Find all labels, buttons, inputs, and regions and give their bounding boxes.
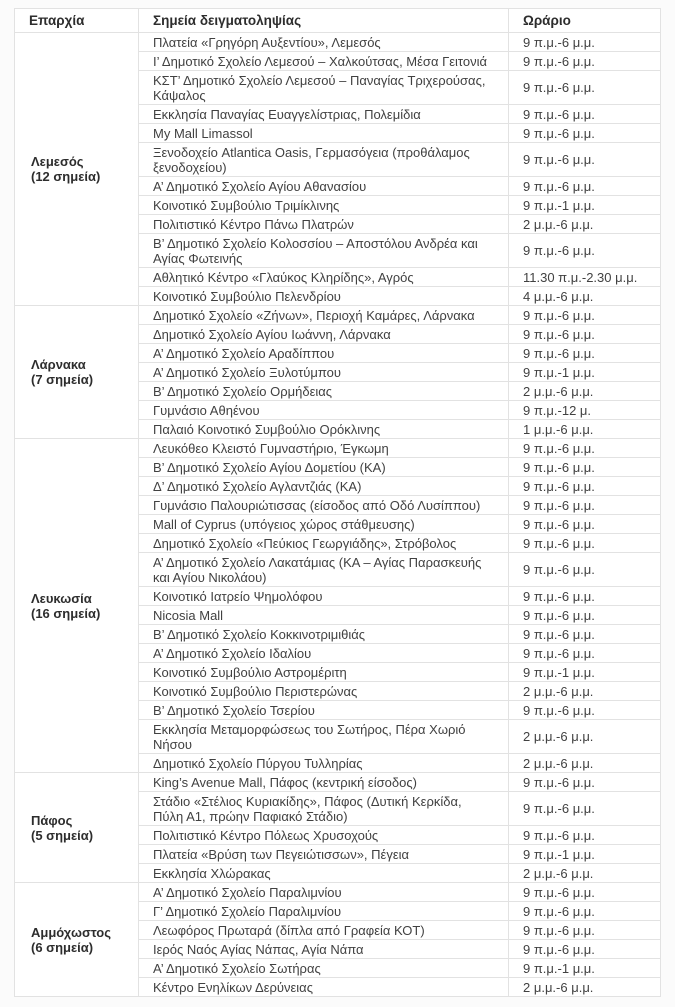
hours-cell: 9 π.μ.-1 μ.μ. [509,363,661,382]
site-cell: Α’ Δημοτικό Σχολείο Ιδαλίου [139,644,509,663]
site-cell: King’s Avenue Mall, Πάφος (κεντρική είσοδος) [139,773,509,792]
table-row [15,439,661,458]
hours-cell: 9 π.μ.-6 μ.μ. [509,515,661,534]
hours-cell: 11.30 π.μ.-2.30 μ.μ. [509,268,661,287]
site-cell: Πολιτιστικό Κέντρο Πόλεως Χρυσοχούς [139,826,509,845]
site-cell: Εκκλησία Χλώρακας [139,864,509,883]
province-cell [15,439,139,773]
province-cell [15,883,139,997]
site-cell: Αθλητικό Κέντρο «Γλαύκος Κληρίδης», Αγρός [139,268,509,287]
site-cell: Nicosia Mall [139,606,509,625]
province-count: (7 σημεία) [31,372,94,387]
site-cell: Δημοτικό Σχολείο Αγίου Ιωάννη, Λάρνακα [139,325,509,344]
hours-cell: 9 π.μ.-6 μ.μ. [509,773,661,792]
province-count: (6 σημεία) [31,939,94,955]
hours-cell: 1 μ.μ.-6 μ.μ. [509,420,661,439]
site-cell: Β’ Δημοτικό Σχολείο Ορμήδειας [139,382,509,401]
hours-cell: 2 μ.μ.-6 μ.μ. [509,864,661,883]
site-cell: Α’ Δημοτικό Σχολείο Παραλιμνίου [139,883,509,902]
table-header [15,9,661,33]
hours-cell: 9 π.μ.-6 μ.μ. [509,439,661,458]
table-row [15,306,661,325]
site-cell: Δημοτικό Σχολείο «Ζήνων», Περιοχή Καμάρες, Λάρνακα [139,306,509,325]
site-cell: Ξενοδοχείο Atlantica Oasis, Γερμασόγεια (προθάλαμος ξενοδοχείου) [139,143,509,177]
site-cell: Πλατεία «Γρηγόρη Αυξεντίου», Λεμεσός [139,33,509,52]
hours-cell: 9 π.μ.-6 μ.μ. [509,344,661,363]
province-cell [15,306,139,439]
hours-cell: 9 π.μ.-6 μ.μ. [509,496,661,515]
header-row [15,9,661,33]
hours-cell: 9 π.μ.-6 μ.μ. [509,143,661,177]
site-cell: Γυμνάσιο Αθηένου [139,401,509,420]
hours-cell: 9 π.μ.-6 μ.μ. [509,177,661,196]
site-cell: Κοινοτικό Συμβούλιο Περιστερώνας [139,682,509,701]
site-cell: Κοινοτικό Συμβούλιο Τριμίκλινης [139,196,509,215]
site-cell: Α’ Δημοτικό Σχολείο Σωτήρας [139,959,509,978]
site-cell: Εκκλησία Παναγίας Ευαγγελίστριας, Πολεμίδια [139,105,509,124]
hours-cell: 9 π.μ.-12 μ. [509,401,661,420]
site-cell: Λευκόθεο Κλειστό Γυμναστήριο, Έγκωμη [139,439,509,458]
hours-cell: 9 π.μ.-6 μ.μ. [509,458,661,477]
table-row [15,883,661,902]
province-name: Λάρνακα [31,357,86,372]
hours-cell: 9 π.μ.-6 μ.μ. [509,644,661,663]
site-cell: Δημοτικό Σχολείο Πύργου Τυλληρίας [139,754,509,773]
hours-cell: 9 π.μ.-6 μ.μ. [509,325,661,344]
hours-cell: 4 μ.μ.-6 μ.μ. [509,287,661,306]
site-cell: Πολιτιστικό Κέντρο Πάνω Πλατρών [139,215,509,234]
hours-cell: 9 π.μ.-6 μ.μ. [509,606,661,625]
hours-cell: 9 π.μ.-6 μ.μ. [509,792,661,826]
site-cell: Κέντρο Ενηλίκων Δερύνειας [139,978,509,997]
table-row [15,773,661,792]
hours-cell: 9 π.μ.-6 μ.μ. [509,553,661,587]
hours-cell: 9 π.μ.-6 μ.μ. [509,71,661,105]
hours-cell: 9 π.μ.-6 μ.μ. [509,306,661,325]
site-cell: Δ’ Δημοτικό Σχολείο Αγλαντζιάς (ΚΑ) [139,477,509,496]
province-name: Λεμεσός [31,154,84,169]
site-cell: Κοινοτικό Ιατρείο Ψημολόφου [139,587,509,606]
site-cell: My Mall Limassol [139,124,509,143]
hours-cell: 9 π.μ.-6 μ.μ. [509,883,661,902]
sampling-sites-table [14,8,661,997]
hours-cell: 2 μ.μ.-6 μ.μ. [509,978,661,997]
hours-cell: 2 μ.μ.-6 μ.μ. [509,720,661,754]
hours-cell: 2 μ.μ.-6 μ.μ. [509,382,661,401]
site-cell: Α’ Δημοτικό Σχολείο Λακατάμιας (ΚΑ – Αγίας Παρασκευής και Αγίου Νικολάου) [139,553,509,587]
site-cell: Κοινοτικό Συμβούλιο Αστρομέριτη [139,663,509,682]
hours-cell: 9 π.μ.-6 μ.μ. [509,105,661,124]
hours-cell: 2 μ.μ.-6 μ.μ. [509,754,661,773]
province-cell [15,773,139,883]
hours-cell: 9 π.μ.-6 μ.μ. [509,826,661,845]
site-cell: Β’ Δημοτικό Σχολείο Τσερίου [139,701,509,720]
site-cell: Ι’ Δημοτικό Σχολείο Λεμεσού – Χαλκούτσας, Μέσα Γειτονιά [139,52,509,71]
site-cell: Εκκλησία Μεταμορφώσεως του Σωτήρος, Πέρα Χωριό Νήσου [139,720,509,754]
column-header-hours: Ωράριο [509,9,661,33]
hours-cell: 9 π.μ.-1 μ.μ. [509,959,661,978]
site-cell: Α’ Δημοτικό Σχολείο Αραδίππου [139,344,509,363]
site-cell: Ιερός Ναός Αγίας Νάπας, Αγία Νάπα [139,940,509,959]
province-count: (5 σημεία) [31,827,94,843]
hours-cell: 9 π.μ.-1 μ.μ. [509,845,661,864]
site-cell: Γ’ Δημοτικό Σχολείο Παραλιμνίου [139,902,509,921]
hours-cell: 9 π.μ.-1 μ.μ. [509,663,661,682]
province-name: Πάφος [31,812,73,828]
site-cell: Β’ Δημοτικό Σχολείο Κολοσσίου – Αποστόλου Ανδρέα και Αγίας Φωτεινής [139,234,509,268]
hours-cell: 9 π.μ.-6 μ.μ. [509,625,661,644]
table-row [15,33,661,52]
site-cell: Λεωφόρος Πρωταρά (δίπλα από Γραφεία ΚΟΤ) [139,921,509,940]
column-header-site: Σημεία δειγματοληψίας [139,9,509,33]
hours-cell: 9 π.μ.-6 μ.μ. [509,701,661,720]
hours-cell: 9 π.μ.-6 μ.μ. [509,477,661,496]
table-body [15,33,661,997]
site-cell: ΚΣΤ’ Δημοτικό Σχολείο Λεμεσού – Παναγίας Τριχερούσας, Κάψαλος [139,71,509,105]
province-cell [15,33,139,306]
hours-cell: 9 π.μ.-6 μ.μ. [509,902,661,921]
province-name: Αμμόχωστος [31,924,111,940]
hours-cell: 9 π.μ.-6 μ.μ. [509,921,661,940]
hours-cell: 9 π.μ.-1 μ.μ. [509,196,661,215]
site-cell: Παλαιό Κοινοτικό Συμβούλιο Ορόκλινης [139,420,509,439]
site-cell: Β’ Δημοτικό Σχολείο Αγίου Δομετίου (ΚΑ) [139,458,509,477]
province-count: (12 σημεία) [31,169,101,184]
province-name: Λευκωσία [31,590,92,606]
site-cell: Α’ Δημοτικό Σχολείο Αγίου Αθανασίου [139,177,509,196]
hours-cell: 9 π.μ.-6 μ.μ. [509,234,661,268]
site-cell: Κοινοτικό Συμβούλιο Πελενδρίου [139,287,509,306]
hours-cell: 9 π.μ.-6 μ.μ. [509,534,661,553]
column-header-province: Επαρχία [15,9,139,33]
site-cell: Δημοτικό Σχολείο «Πεύκιος Γεωργιάδης», Στρόβολος [139,534,509,553]
hours-cell: 2 μ.μ.-6 μ.μ. [509,215,661,234]
hours-cell: 9 π.μ.-6 μ.μ. [509,52,661,71]
hours-cell: 9 π.μ.-6 μ.μ. [509,587,661,606]
site-cell: Γυμνάσιο Παλουριώτισσας (είσοδος από Οδό Λυσίππου) [139,496,509,515]
site-cell: Β’ Δημοτικό Σχολείο Κοκκινοτριμιθιάς [139,625,509,644]
hours-cell: 2 μ.μ.-6 μ.μ. [509,682,661,701]
site-cell: Α’ Δημοτικό Σχολείο Ξυλοτύμπου [139,363,509,382]
hours-cell: 9 π.μ.-6 μ.μ. [509,33,661,52]
hours-cell: 9 π.μ.-6 μ.μ. [509,124,661,143]
site-cell: Στάδιο «Στέλιος Κυριακίδης», Πάφος (Δυτική Κερκίδα, Πύλη Α1, πρώην Παφιακό Στάδιο) [139,792,509,826]
site-cell: Mall of Cyprus (υπόγειος χώρος στάθμευσης) [139,515,509,534]
site-cell: Πλατεία «Βρύση των Πεγειώτισσων», Πέγεια [139,845,509,864]
province-count: (16 σημεία) [31,605,101,621]
hours-cell: 9 π.μ.-6 μ.μ. [509,940,661,959]
